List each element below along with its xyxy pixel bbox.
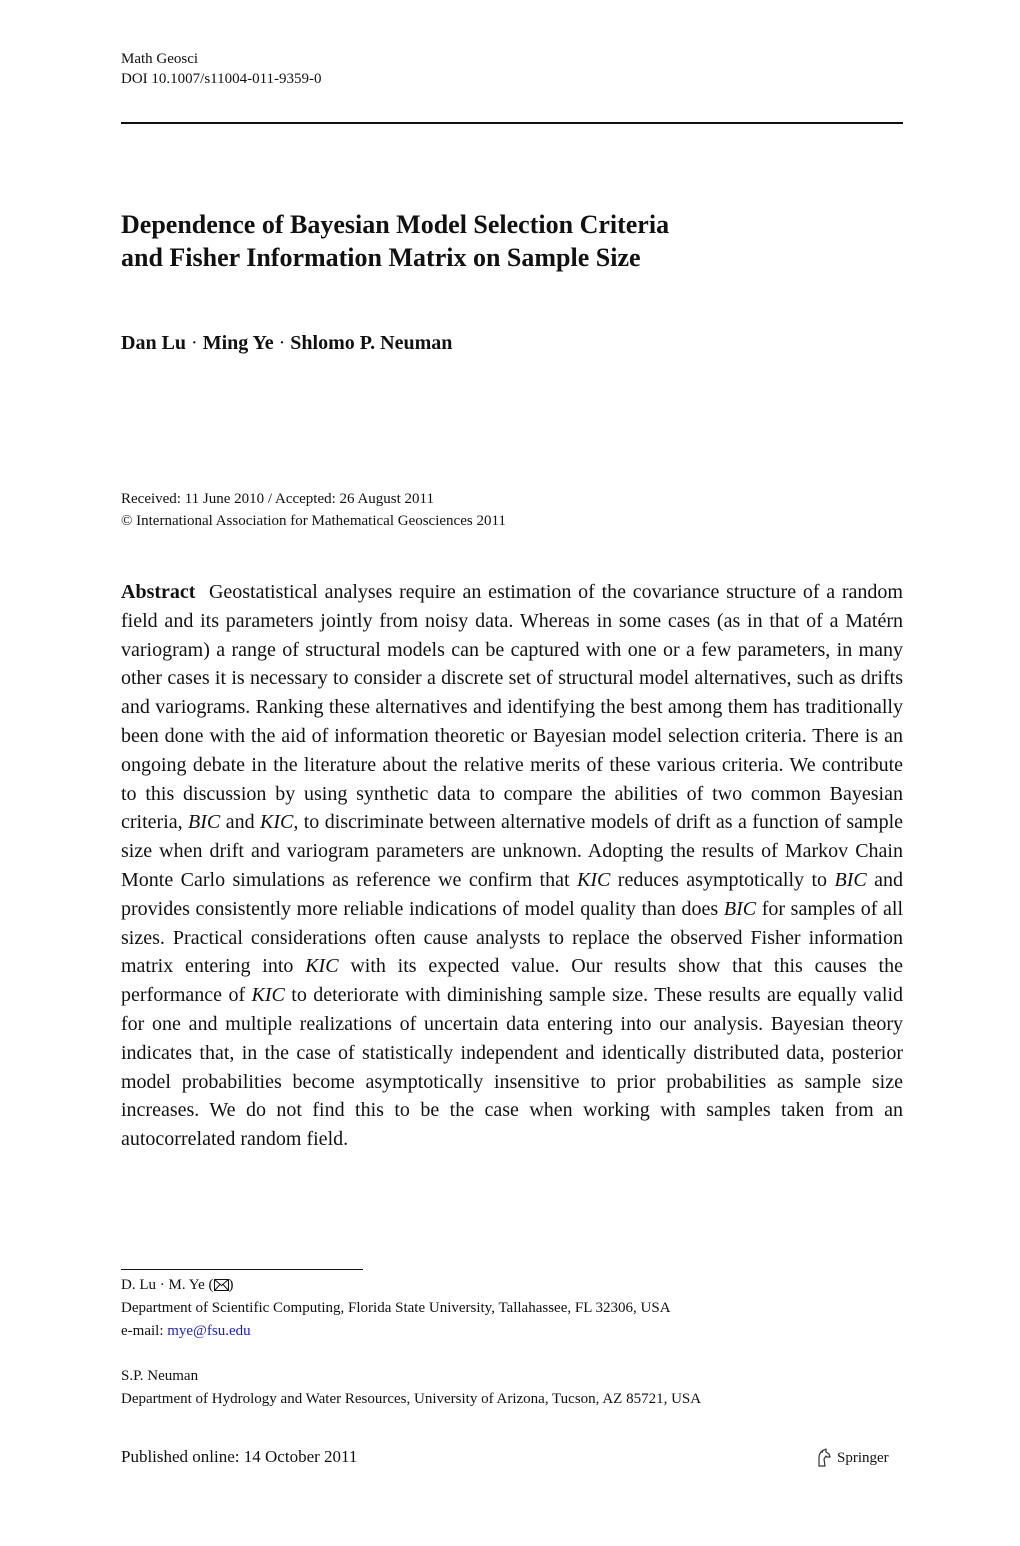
springer-logo xyxy=(815,1447,889,1469)
footnote-rule xyxy=(121,1269,363,1270)
footnote-affiliation: Department of Hydrology and Water Resources, University of Arizona, Tucson, AZ 85721, USA xyxy=(121,1391,702,1407)
abstract-text: and provides consistently more reliable indications of model quality than does xyxy=(121,868,904,920)
copyright: © International Association for Mathematical Geosciences 2011 xyxy=(121,513,506,529)
abstract-heading: Abstract xyxy=(121,581,196,603)
footnote-paren: ) xyxy=(228,1277,234,1293)
abstract-text: , to discriminate between alternative models of drift as a function of sample size when drift and variogram parameters are unknown. Adopting the results of Markov Chain Monte Carlo simulations as reference we confirm that xyxy=(121,811,904,891)
footnote-authors: D. Lu · M. Ye ( xyxy=(121,1277,214,1293)
title-line-1: Dependence of Bayesian Model Selection Criteria xyxy=(121,210,670,239)
footnote-names xyxy=(121,1274,903,1297)
published-online: Published online: 14 October 2011 xyxy=(121,1447,358,1466)
author-separator: · xyxy=(278,332,286,354)
abstract xyxy=(121,578,903,1154)
footnote-affiliation-1 xyxy=(121,1274,903,1343)
kic-term: KIC xyxy=(260,811,294,834)
doi: DOI 10.1007/s11004-011-9359-0 xyxy=(121,71,322,87)
received-accepted: Received: 11 June 2010 / Accepted: 26 August 2011 xyxy=(121,491,435,507)
abstract-text: with its expected value. Our results show that this causes the performance of xyxy=(121,955,903,1007)
article-history xyxy=(121,488,506,532)
kic-term: KIC xyxy=(251,984,285,1007)
kic-term: KIC xyxy=(305,955,339,978)
envelope-icon[interactable] xyxy=(214,1279,229,1291)
abstract-text: reduces asymptotically to xyxy=(617,868,828,891)
header-rule xyxy=(121,122,903,124)
journal-name: Math Geosci xyxy=(121,51,199,67)
email-label: e-mail: xyxy=(121,1323,168,1339)
footnote-email-line xyxy=(121,1320,903,1343)
footnote-names: S.P. Neuman xyxy=(121,1368,199,1384)
abstract-text: to deteriorate with diminishing sample size. These results are equally valid for one and multiple realizations of uncertain data entering into our analysis. Bayesian theory indicates that, in the case of statistically independent and identically distributed data, posterior model probabilities become asymptotically insensitive to prior probabilities as sample size increases. We do not find this to be the case when working with samples taken from an autocorrelated random field. xyxy=(121,984,904,1151)
kic-term: KIC xyxy=(577,868,611,891)
author-2: Ming Ye xyxy=(202,332,274,354)
bic-term: BIC xyxy=(723,897,757,920)
abstract-text: and xyxy=(225,811,255,834)
abstract-text: for samples of all sizes. Practical considerations often cause analysts to replace the observed Fisher information matrix entering into xyxy=(121,897,904,978)
footnote-affiliation-2 xyxy=(121,1365,903,1411)
author-list xyxy=(121,330,452,356)
author-1: Dan Lu xyxy=(121,332,187,354)
author-separator: · xyxy=(191,332,198,354)
springer-wordmark: Springer xyxy=(837,1450,889,1466)
journal-header xyxy=(121,49,322,89)
paper-title xyxy=(121,208,903,274)
footnote-affiliation: Department of Scientific Computing, Florida State University, Tallahassee, FL 32306, USA xyxy=(121,1300,671,1316)
email-link[interactable]: mye@fsu.edu xyxy=(167,1323,251,1339)
springer-horse-icon xyxy=(815,1448,833,1468)
abstract-text: Geostatistical analyses require an estimation of the covariance structure of a random field and its parameters jointly from noisy data. Whereas in some cases (as in that of a Matérn variogram) a range of structural models can be captured with one or a few parameters, in many other cases it is necessary to consider a discrete set of structural model alternatives, such as drifts and variograms. Ranking these alternatives and identifying the best among them has traditionally been done with the aid of information theoretic or Bayesian model selection criteria. There is an ongoing debate in the literature about the relative merits of these various criteria. We contribute to this discussion by using synthetic data to compare the abilities of two common Bayesian criteria, xyxy=(121,581,903,834)
title-line-2: and Fisher Information Matrix on Sample Size xyxy=(121,243,641,272)
bic-term: BIC xyxy=(834,868,867,891)
bic-term: BIC xyxy=(188,811,221,834)
author-3: Shlomo P. Neuman xyxy=(290,332,453,354)
